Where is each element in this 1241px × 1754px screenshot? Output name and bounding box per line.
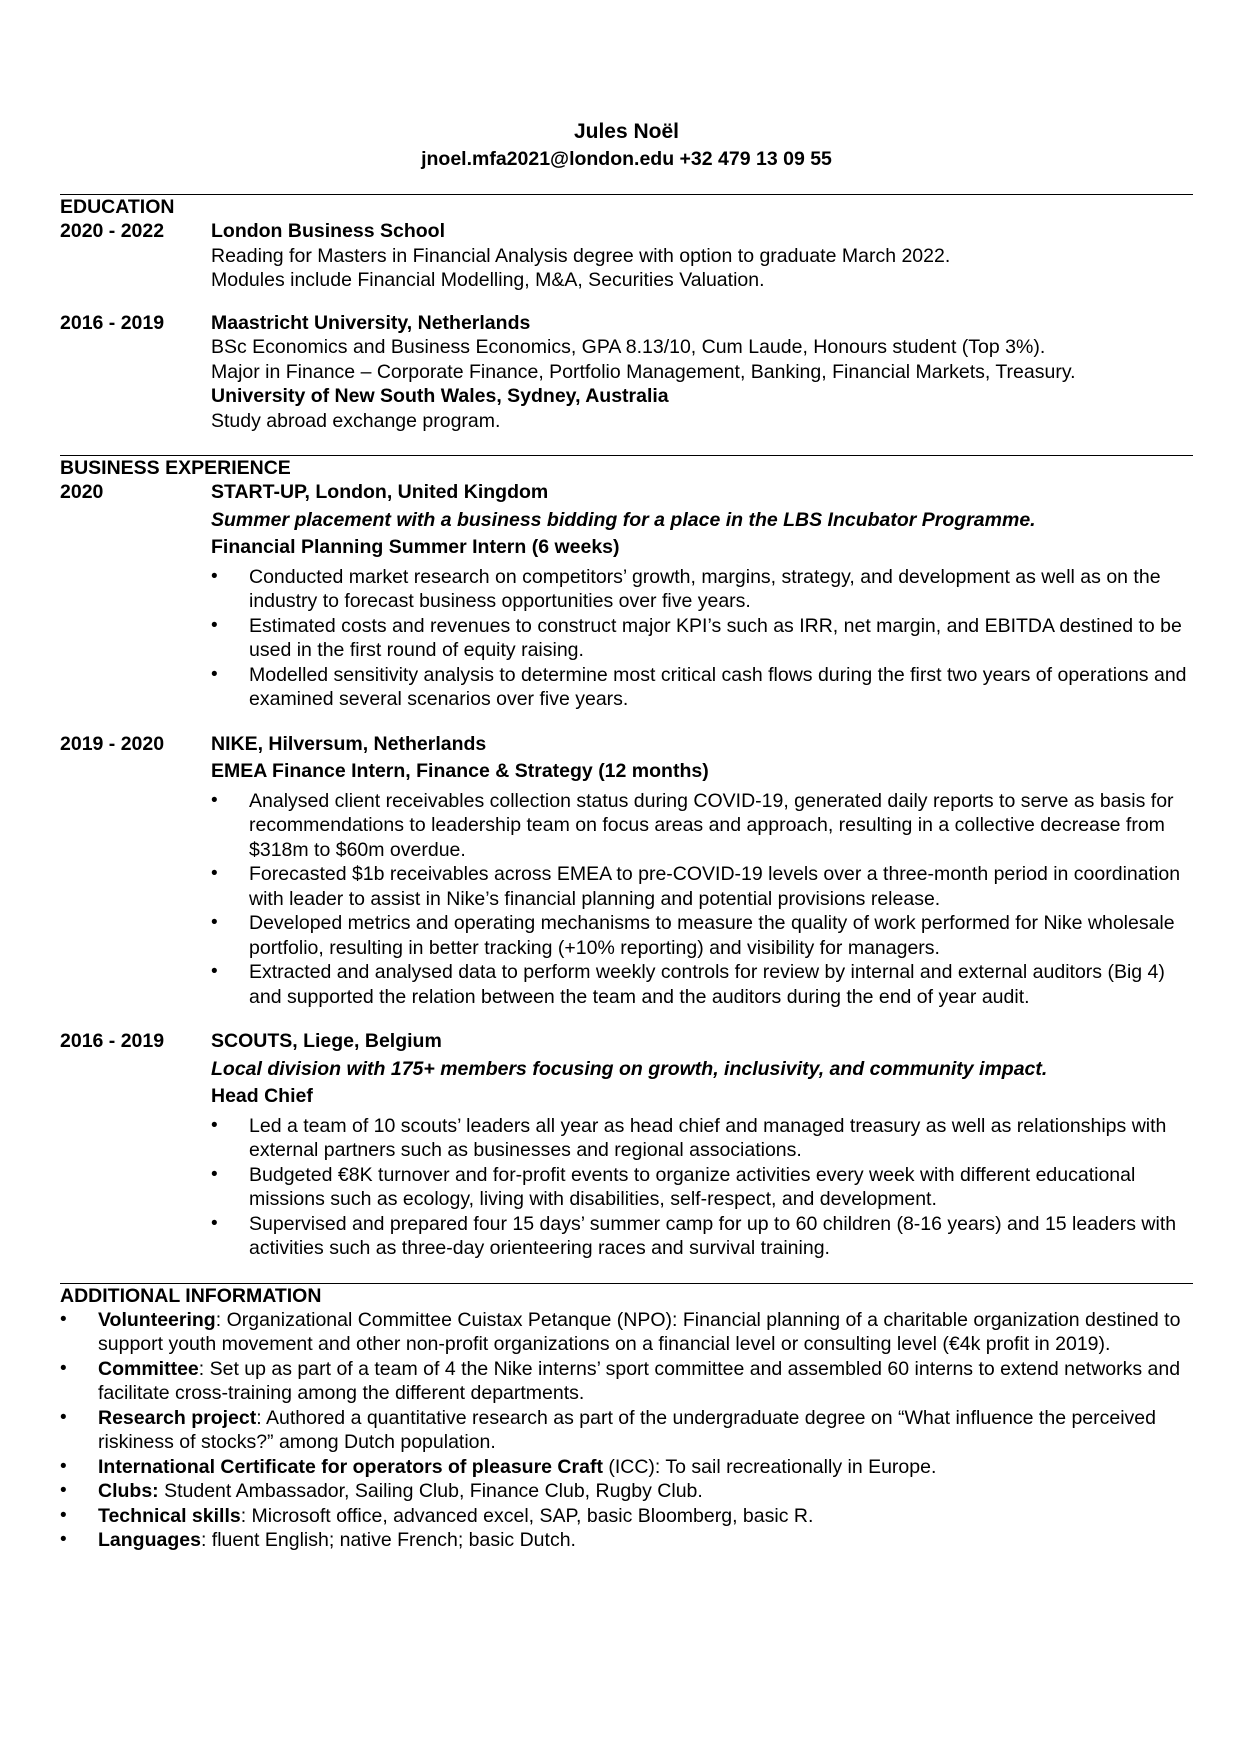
- list-item: [60, 1479, 1193, 1504]
- bullet-list: [211, 565, 1193, 712]
- experience-section: [60, 455, 1193, 1261]
- entry-body: [211, 311, 1193, 434]
- entry-line: BSc Economics and Business Economics, GPA 8.13/10, Cum Laude, Honours student (Top 3%).: [211, 336, 1046, 358]
- role-title: EMEA Finance Intern, Finance & Strategy (12 months): [211, 760, 709, 782]
- list-item: [60, 1455, 1193, 1480]
- item-text: : Microsoft office, advanced excel, SAP, basic Bloomberg, basic R.: [240, 1504, 814, 1527]
- list-item: [60, 1406, 1193, 1455]
- list-item: • Modelled sensitivity analysis to determine most critical cash flows during the first two years of operations and examined several scenarios over five years.: [211, 663, 1193, 712]
- item-label: Committee: [98, 1357, 199, 1380]
- item-label: Volunteering: [98, 1308, 216, 1331]
- entry-date: 2019 - 2020: [60, 732, 165, 755]
- section-title-education: EDUCATION: [60, 196, 175, 218]
- item-label: Languages: [98, 1529, 201, 1551]
- role-title: Head Chief: [211, 1085, 313, 1107]
- item-text: : Organizational Committee Cuistax Petanque (NPO): Financial planning of a charitable organization destined to support youth movement and other non-profit organizations on a financial level or consulting level (€4k profit in 2019).: [98, 1308, 1181, 1355]
- entry-date: 2020 - 2022: [60, 220, 165, 242]
- entry-date: 2016 - 2019: [60, 1030, 165, 1052]
- entry-body: [211, 1029, 1193, 1261]
- entry-body: [211, 480, 1193, 712]
- school-name: London Business School: [211, 220, 446, 242]
- entry-date: 2016 - 2019: [60, 311, 165, 334]
- list-item: • Estimated costs and revenues to construct major KPI’s such as IRR, net margin, and EBITDA destined to be used in the first round of equity raising.: [211, 614, 1193, 663]
- list-item: [60, 1504, 1193, 1529]
- item-text: Student Ambassador, Sailing Club, Finance Club, Rugby Club.: [158, 1480, 703, 1502]
- education-entry: [60, 219, 1193, 293]
- list-item: • Extracted and analysed data to perform weekly controls for review by internal and external auditors (Big 4) and supported the relation between the team and the auditors during the end of year audit.: [211, 960, 1193, 1009]
- list-item: [60, 1308, 1193, 1357]
- bullet-list: [211, 1114, 1193, 1261]
- entry-body: [211, 732, 1193, 1010]
- entry-line: Major in Finance – Corporate Finance, Portfolio Management, Banking, Financial Markets, Treasury.: [211, 360, 1076, 383]
- item-label: International Certificate for operators of pleasure Craft: [98, 1455, 603, 1478]
- experience-entry: [60, 480, 1193, 712]
- list-item: • Led a team of 10 scouts’ leaders all year as head chief and managed treasury as well as relationships with external partners such as businesses and regional associations.: [211, 1114, 1193, 1163]
- organization-name: SCOUTS, Liege, Belgium: [211, 1030, 442, 1052]
- item-text: : Authored a quantitative research as part of the undergraduate degree on “What influence the perceived riskiness of stocks?” among Dutch population.: [98, 1406, 1157, 1453]
- organization-name: START-UP, London, United Kingdom: [211, 481, 549, 503]
- role-title: Financial Planning Summer Intern (6 weeks): [211, 536, 620, 558]
- list-item: • Developed metrics and operating mechanisms to measure the quality of work performed for Nike wholesale portfolio, resulting in better tracking (+10% reporting) and visibility for managers.: [211, 911, 1193, 960]
- candidate-name: Jules Noël: [573, 120, 680, 143]
- school-name: Maastricht University, Netherlands: [211, 311, 531, 334]
- item-label: Clubs:: [98, 1480, 159, 1502]
- item-text: : Set up as part of a team of 4 the Nike interns’ sport committee and assembled 60 interns to extend networks and facilitate cross-training among the different departments.: [98, 1357, 1181, 1404]
- education-section: [60, 194, 1193, 433]
- school-name-secondary: University of New South Wales, Sydney, Australia: [211, 385, 669, 407]
- organization-tagline: Local division with 175+ members focusing on growth, inclusivity, and community impact.: [211, 1057, 1048, 1080]
- organization-name: NIKE, Hilversum, Netherlands: [211, 732, 487, 755]
- entry-date: 2020: [60, 481, 104, 503]
- list-item: • Budgeted €8K turnover and for-profit events to organize activities every week with different educational missions such as ecology, living with disabilities, self-respect, and development.: [211, 1163, 1193, 1212]
- education-entry: [60, 311, 1193, 434]
- experience-entry: [60, 1029, 1193, 1261]
- item-text: (ICC): To sail recreationally in Europe.: [602, 1455, 937, 1478]
- entry-line: Study abroad exchange program.: [211, 409, 501, 432]
- bullet-list: [211, 789, 1193, 1010]
- entry-body: [211, 219, 1193, 293]
- section-title-experience: BUSINESS EXPERIENCE: [60, 457, 291, 479]
- organization-tagline: Summer placement with a business bidding for a place in the LBS Incubator Programme.: [211, 508, 1036, 531]
- entry-line: Reading for Masters in Financial Analysis degree with option to graduate March 2022.: [211, 244, 951, 267]
- list-item: [60, 1357, 1193, 1406]
- list-item: • Conducted market research on competitors’ growth, margins, strategy, and development as well as on the industry to forecast business opportunities over five years.: [211, 565, 1193, 614]
- item-label: Research project: [98, 1406, 257, 1429]
- list-item: • Forecasted $1b receivables across EMEA to pre-COVID-19 levels over a three-month period in coordination with leader to assist in Nike’s financial planning and potential provisions release.: [211, 862, 1193, 911]
- contact-line: jnoel.mfa2021@london.edu +32 479 13 09 55: [421, 148, 832, 170]
- list-item: • Analysed client receivables collection status during COVID-19, generated daily reports to serve as basis for recommendations to leadership team on focus areas and approach, resulting in a collective decrease from $318m to $60m overdue.: [211, 789, 1193, 863]
- experience-entry: [60, 732, 1193, 1010]
- list-item: • Supervised and prepared four 15 days’ summer camp for up to 60 children (8-16 years) and 15 leaders with activities such as three-day orienteering races and survival training.: [211, 1212, 1193, 1261]
- list-item: [60, 1528, 1193, 1553]
- additional-list: [60, 1308, 1193, 1553]
- item-label: Technical skills: [98, 1504, 241, 1527]
- additional-section: [60, 1283, 1193, 1553]
- entry-line: Modules include Financial Modelling, M&A, Securities Valuation.: [211, 269, 765, 291]
- section-title-additional: ADDITIONAL INFORMATION: [60, 1284, 322, 1307]
- item-text: : fluent English; native French; basic Dutch.: [200, 1529, 576, 1551]
